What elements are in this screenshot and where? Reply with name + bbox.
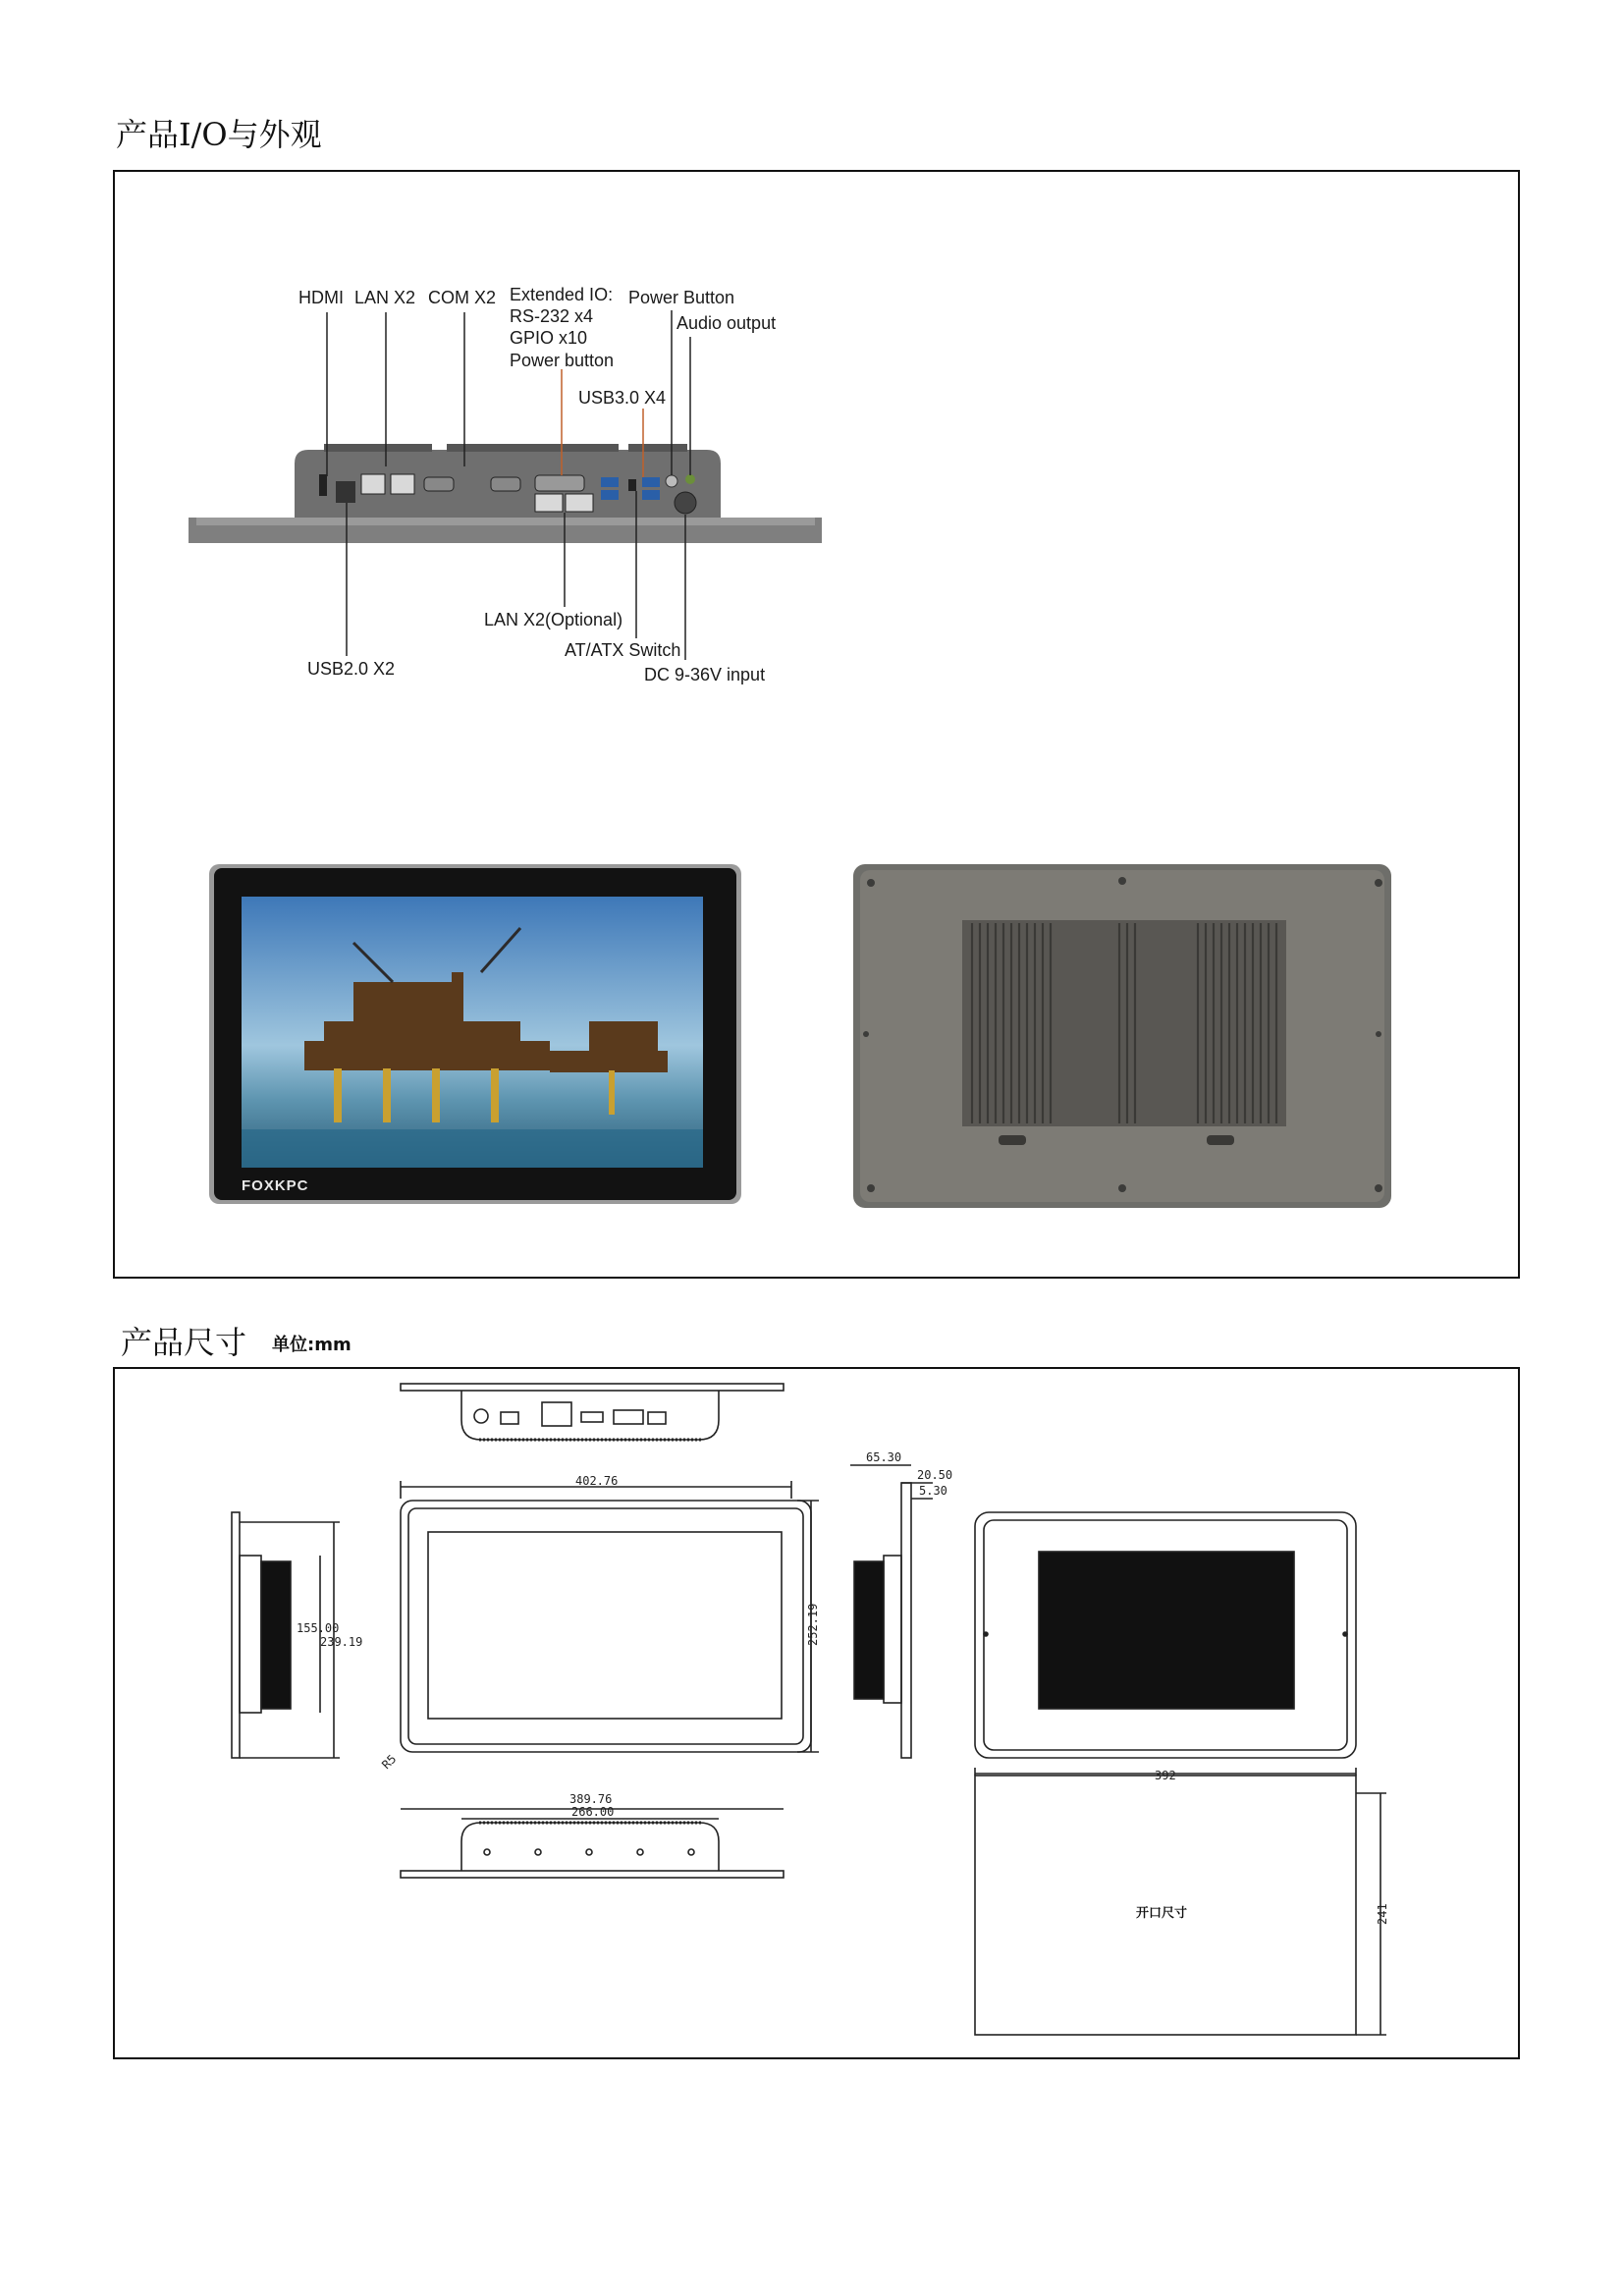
cutout-label: 开口尺寸 bbox=[1136, 1906, 1188, 1921]
label-dc-input: DC 9-36V input bbox=[644, 665, 766, 684]
dim-side-inner: 155.00 bbox=[297, 1621, 340, 1635]
label-audio-output: Audio output bbox=[676, 313, 777, 333]
dim-width: 402.76 bbox=[575, 1474, 619, 1488]
front-panel-brand: FOXKPC bbox=[242, 1177, 309, 1194]
dim-cutout-height: 241 bbox=[1376, 1903, 1389, 1925]
dim-cutout-width: 392 bbox=[1155, 1769, 1176, 1782]
label-extended-rs232: RS-232 x4 bbox=[510, 306, 594, 326]
label-power-button: Power Button bbox=[628, 288, 735, 307]
dim-side-outer: 239.19 bbox=[320, 1635, 363, 1649]
label-com: COM X2 bbox=[428, 288, 497, 307]
dim-height: 252.19 bbox=[806, 1603, 820, 1646]
label-hdmi: HDMI bbox=[298, 288, 344, 307]
label-lan: LAN X2 bbox=[354, 288, 416, 307]
label-extended-power: Power button bbox=[510, 351, 615, 370]
label-atx-switch: AT/ATX Switch bbox=[565, 640, 681, 660]
section-title-io: 产品I/O与外观 bbox=[116, 116, 322, 153]
dim-thin: 5.30 bbox=[919, 1484, 947, 1498]
dim-depth: 65.30 bbox=[866, 1450, 902, 1464]
dim-bottom-inner: 266.00 bbox=[571, 1805, 615, 1819]
dim-bezel: 20.50 bbox=[917, 1468, 953, 1482]
label-extended-io: Extended IO: bbox=[510, 285, 614, 304]
dim-radius: R5 bbox=[379, 1752, 400, 1773]
label-usb3: USB3.0 X4 bbox=[578, 388, 667, 408]
label-lan-optional: LAN X2(Optional) bbox=[484, 610, 623, 629]
section-title-dimensions: 产品尺寸 bbox=[121, 1324, 247, 1361]
label-usb2: USB2.0 X2 bbox=[307, 659, 396, 679]
dim-bottom-outer: 389.76 bbox=[569, 1792, 613, 1806]
unit-label: 单位:mm bbox=[272, 1335, 352, 1355]
label-extended-gpio: GPIO x10 bbox=[510, 328, 588, 348]
